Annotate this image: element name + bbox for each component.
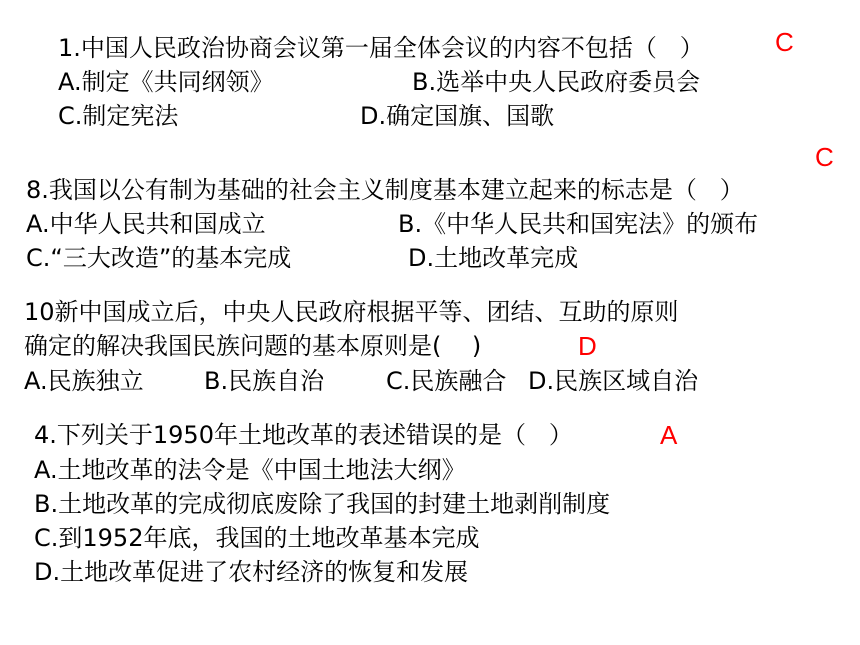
question-1-option-d: D.确定国旗、国歌 xyxy=(360,102,555,130)
question-8-stem: 8.我国以公有制为基础的社会主义制度基本建立起来的标志是（ ） xyxy=(26,176,744,204)
question-1-option-a: A.制定《共同纲领》 xyxy=(58,68,274,96)
question-8-option-a: A.中华人民共和国成立 xyxy=(26,210,266,238)
question-4-answer: A xyxy=(660,420,678,450)
question-1-answer: C xyxy=(775,27,794,57)
question-4-option-a: A.土地改革的法令是《中国土地法大纲》 xyxy=(34,456,466,484)
question-1-stem: 1.中国人民政治协商会议第一届全体会议的内容不包括（ ） xyxy=(58,34,704,62)
question-4-option-b: B.土地改革的完成彻底废除了我国的封建土地剥削制度 xyxy=(34,490,611,518)
question-8-option-b: B.《中华人民共和国宪法》的颁布 xyxy=(398,210,759,238)
question-10-option-d: D.民族区域自治 xyxy=(528,367,699,395)
question-1-option-c: C.制定宪法 xyxy=(58,102,179,130)
question-4-option-c: C.到1952年底，我国的土地改革基本完成 xyxy=(34,524,480,552)
question-10-option-b: B.民族自治 xyxy=(204,367,325,395)
question-10-stem-line-2: 确定的解决我国民族问题的基本原则是( ) xyxy=(24,332,482,360)
question-10-option-a: A.民族独立 xyxy=(24,367,144,395)
question-8-option-d: D.土地改革完成 xyxy=(408,244,579,272)
question-4-stem: 4.下列关于1950年土地改革的表述错误的是（ ） xyxy=(34,421,573,449)
question-10-option-c: C.民族融合 xyxy=(386,367,507,395)
question-4-option-d: D.土地改革促进了农村经济的恢复和发展 xyxy=(34,558,469,586)
question-10-stem-line-1: 10新中国成立后，中央人民政府根据平等、团结、互助的原则 xyxy=(24,298,679,326)
question-8-answer: C xyxy=(815,142,834,172)
question-10-answer: D xyxy=(578,331,597,361)
question-1-option-b: B.选举中央人民政府委员会 xyxy=(412,68,701,96)
question-8-option-c: C.“三大改造”的基本完成 xyxy=(26,244,292,272)
